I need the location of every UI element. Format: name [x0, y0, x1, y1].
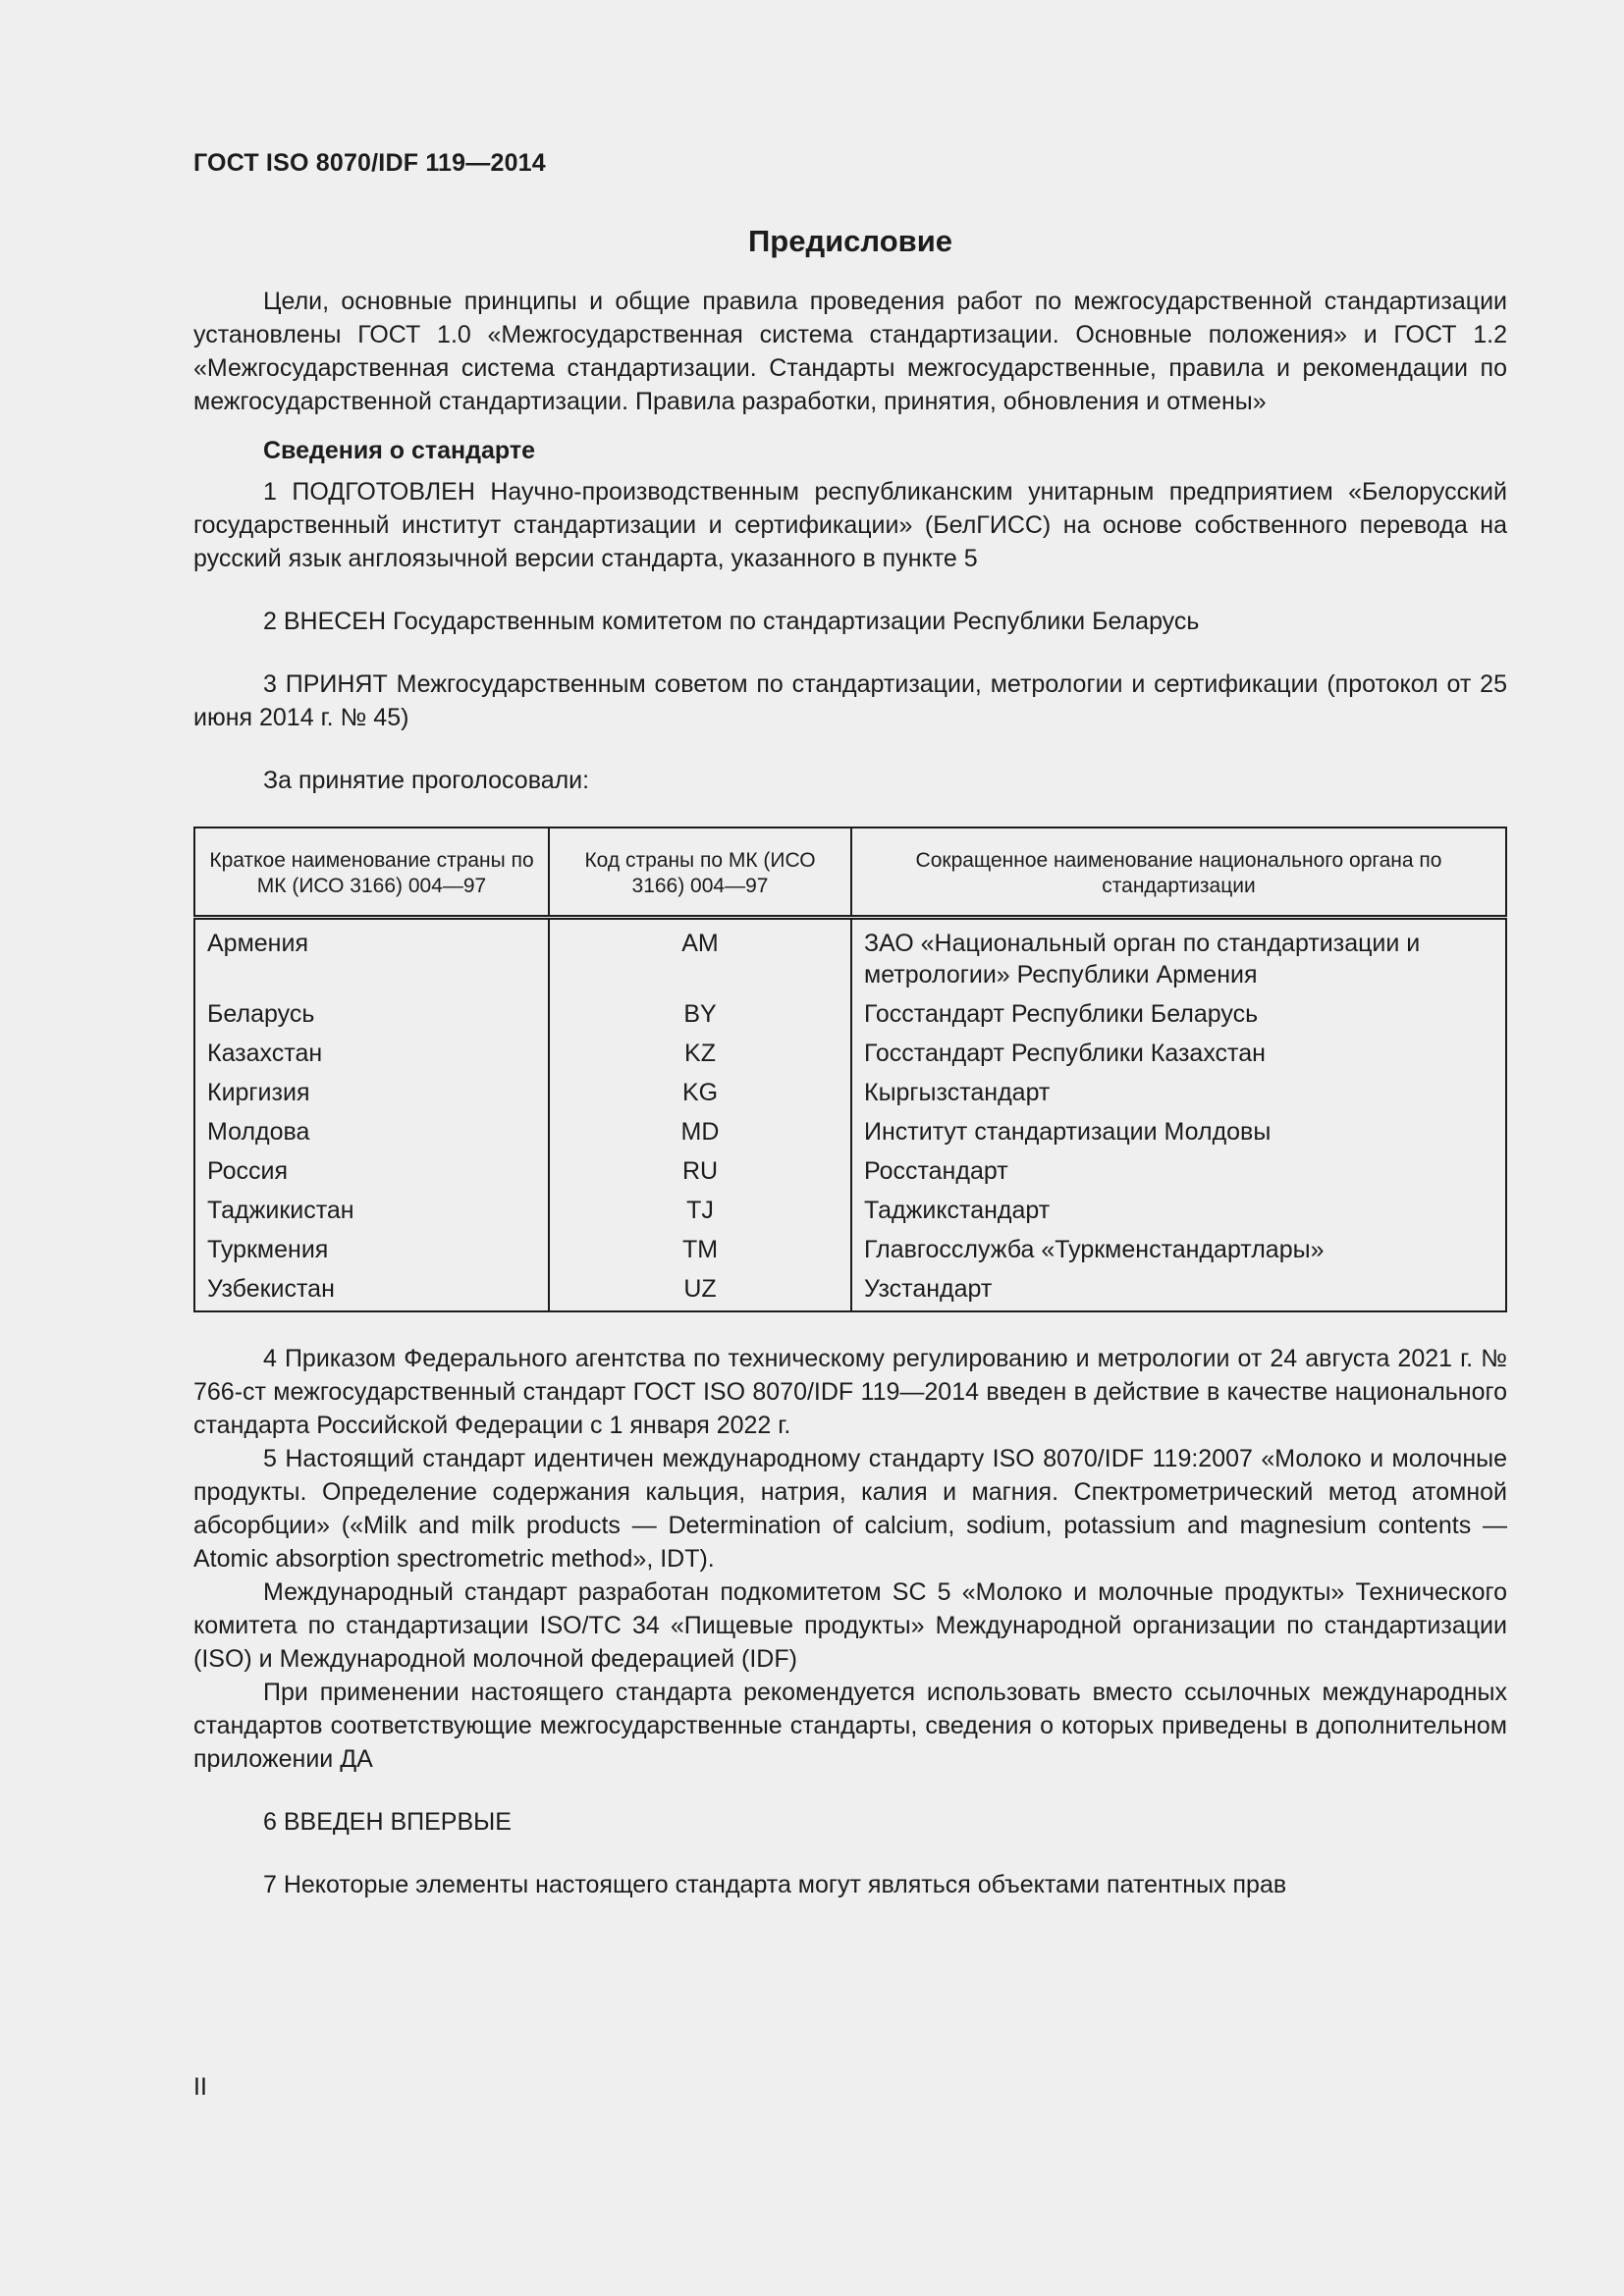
item-3-paragraph: 3 ПРИНЯТ Межгосударственным советом по стандартизации, метрологии и сертификации (протокол от 25 июня 2014 г. № 45) — [193, 670, 1507, 731]
document-body — [193, 285, 1507, 1901]
cell-code: TM — [549, 1230, 851, 1269]
cell-code: BY — [549, 994, 851, 1034]
cell-country: Казахстан — [194, 1034, 549, 1073]
cell-country: Беларусь — [194, 994, 549, 1034]
item-7-paragraph: 7 Некоторые элементы настоящего стандарта могут являться объектами патентных прав — [263, 1871, 1287, 1898]
item-6-paragraph: 6 ВВЕДЕН ВПЕРВЫЕ — [263, 1808, 512, 1836]
page-number: II — [193, 2073, 207, 2101]
table-row — [194, 1034, 1506, 1073]
page-title: Предисловие — [747, 224, 952, 258]
table-row — [194, 1230, 1506, 1269]
item-2-paragraph: 2 ВНЕСЕН Государственным комитетом по стандартизации Республики Беларусь — [263, 608, 1200, 635]
column-header-body: Сокращенное наименование национального органа по стандартизации — [851, 828, 1506, 918]
cell-country: Киргизия — [194, 1073, 549, 1112]
table-row — [194, 994, 1506, 1034]
cell-country: Армения — [194, 918, 549, 995]
cell-code: AM — [549, 918, 851, 995]
cell-body: Узстандарт — [851, 1269, 1506, 1311]
cell-country: Россия — [194, 1151, 549, 1191]
cell-body: Госстандарт Республики Казахстан — [851, 1034, 1506, 1073]
cell-body: Таджикстандарт — [851, 1191, 1506, 1230]
cell-body: ЗАО «Национальный орган по стандартизации и метрологии» Республики Армения — [851, 918, 1506, 995]
item-5-paragraph-b: Международный стандарт разработан подкомитетом SC 5 «Молоко и молочные продукты» Технического комитета по стандартизации ISO/TC 34 «Пищевые продукты» Международной организации по стандартизации (ISO) и Международной молочной федерацией (IDF) — [193, 1578, 1507, 1673]
column-header-country: Краткое наименование страны по МК (ИСО 3166) 004—97 — [194, 828, 549, 918]
cell-code: TJ — [549, 1191, 851, 1230]
table-row — [194, 1112, 1506, 1151]
cell-country: Молдова — [194, 1112, 549, 1151]
item-4-paragraph: 4 Приказом Федерального агентства по техническому регулированию и метрологии от 24 августа 2021 г. № 766-ст межгосударственный стандарт ГОСТ ISO 8070/IDF 119—2014 введен в действие в качестве национального стандарта Российской Федерации с 1 января 2022 г. — [193, 1345, 1507, 1439]
table-row — [194, 1151, 1506, 1191]
table-row — [194, 1191, 1506, 1230]
vote-intro: За принятие проголосовали: — [263, 767, 590, 794]
cell-body: Главгосслужба «Туркменстандартлары» — [851, 1230, 1506, 1269]
cell-code: MD — [549, 1112, 851, 1151]
column-header-code: Код страны по МК (ИСО 3166) 004—97 — [549, 828, 851, 918]
section-heading: Сведения о стандарте — [263, 437, 536, 464]
intro-paragraph: Цели, основные принципы и общие правила проведения работ по межгосударственной стандартизации установлены ГОСТ 1.0 «Межгосударственная система стандартизации. Основные положения» и ГОСТ 1.2 «Межгосударственная система стандартизации. Стандарты межгосударственные, правила и рекомендации по межгосударственной стандартизации. Правила разработки, принятия, обновления и отмены» — [193, 288, 1507, 415]
cell-code: KG — [549, 1073, 851, 1112]
item-5-paragraph: 5 Настоящий стандарт идентичен международному стандарту ISO 8070/IDF 119:2007 «Молоко и молочные продукты. Определение содержания кальция, натрия, калия и магния. Спектрометрический метод атомной абсорбции» («Milk and milk products — Determination of calcium, sodium, potassium and magnesium contents — Atomic absorption spectrometric method», IDT). — [193, 1445, 1507, 1573]
cell-body: Кыргызстандарт — [851, 1073, 1506, 1112]
cell-code: RU — [549, 1151, 851, 1191]
document-header: ГОСТ ISO 8070/IDF 119—2014 — [193, 149, 546, 177]
cell-code: UZ — [549, 1269, 851, 1311]
item-1-paragraph: 1 ПОДГОТОВЛЕН Научно-производственным республиканским унитарным предприятием «Белорусский государственный институт стандартизации и сертификации» (БелГИСС) на основе собственного перевода на русский язык англоязычной версии стандарта, указанного в пункте 5 — [193, 478, 1507, 572]
voting-table — [193, 827, 1507, 1312]
item-5-paragraph-c: При применении настоящего стандарта рекомендуется использовать вместо ссылочных международных стандартов соответствующие межгосударственные стандарты, сведения о которых приведены в дополнительном приложении ДА — [193, 1679, 1507, 1773]
cell-body: Росстандарт — [851, 1151, 1506, 1191]
table-row — [194, 918, 1506, 995]
cell-body: Институт стандартизации Молдовы — [851, 1112, 1506, 1151]
cell-code: KZ — [549, 1034, 851, 1073]
cell-country: Узбекистан — [194, 1269, 549, 1311]
table-header-row — [194, 828, 1506, 918]
cell-country: Таджикистан — [194, 1191, 549, 1230]
table-row — [194, 1073, 1506, 1112]
cell-country: Туркмения — [194, 1230, 549, 1269]
cell-body: Госстандарт Республики Беларусь — [851, 994, 1506, 1034]
table-body — [194, 918, 1506, 1312]
table-row — [194, 1269, 1506, 1311]
